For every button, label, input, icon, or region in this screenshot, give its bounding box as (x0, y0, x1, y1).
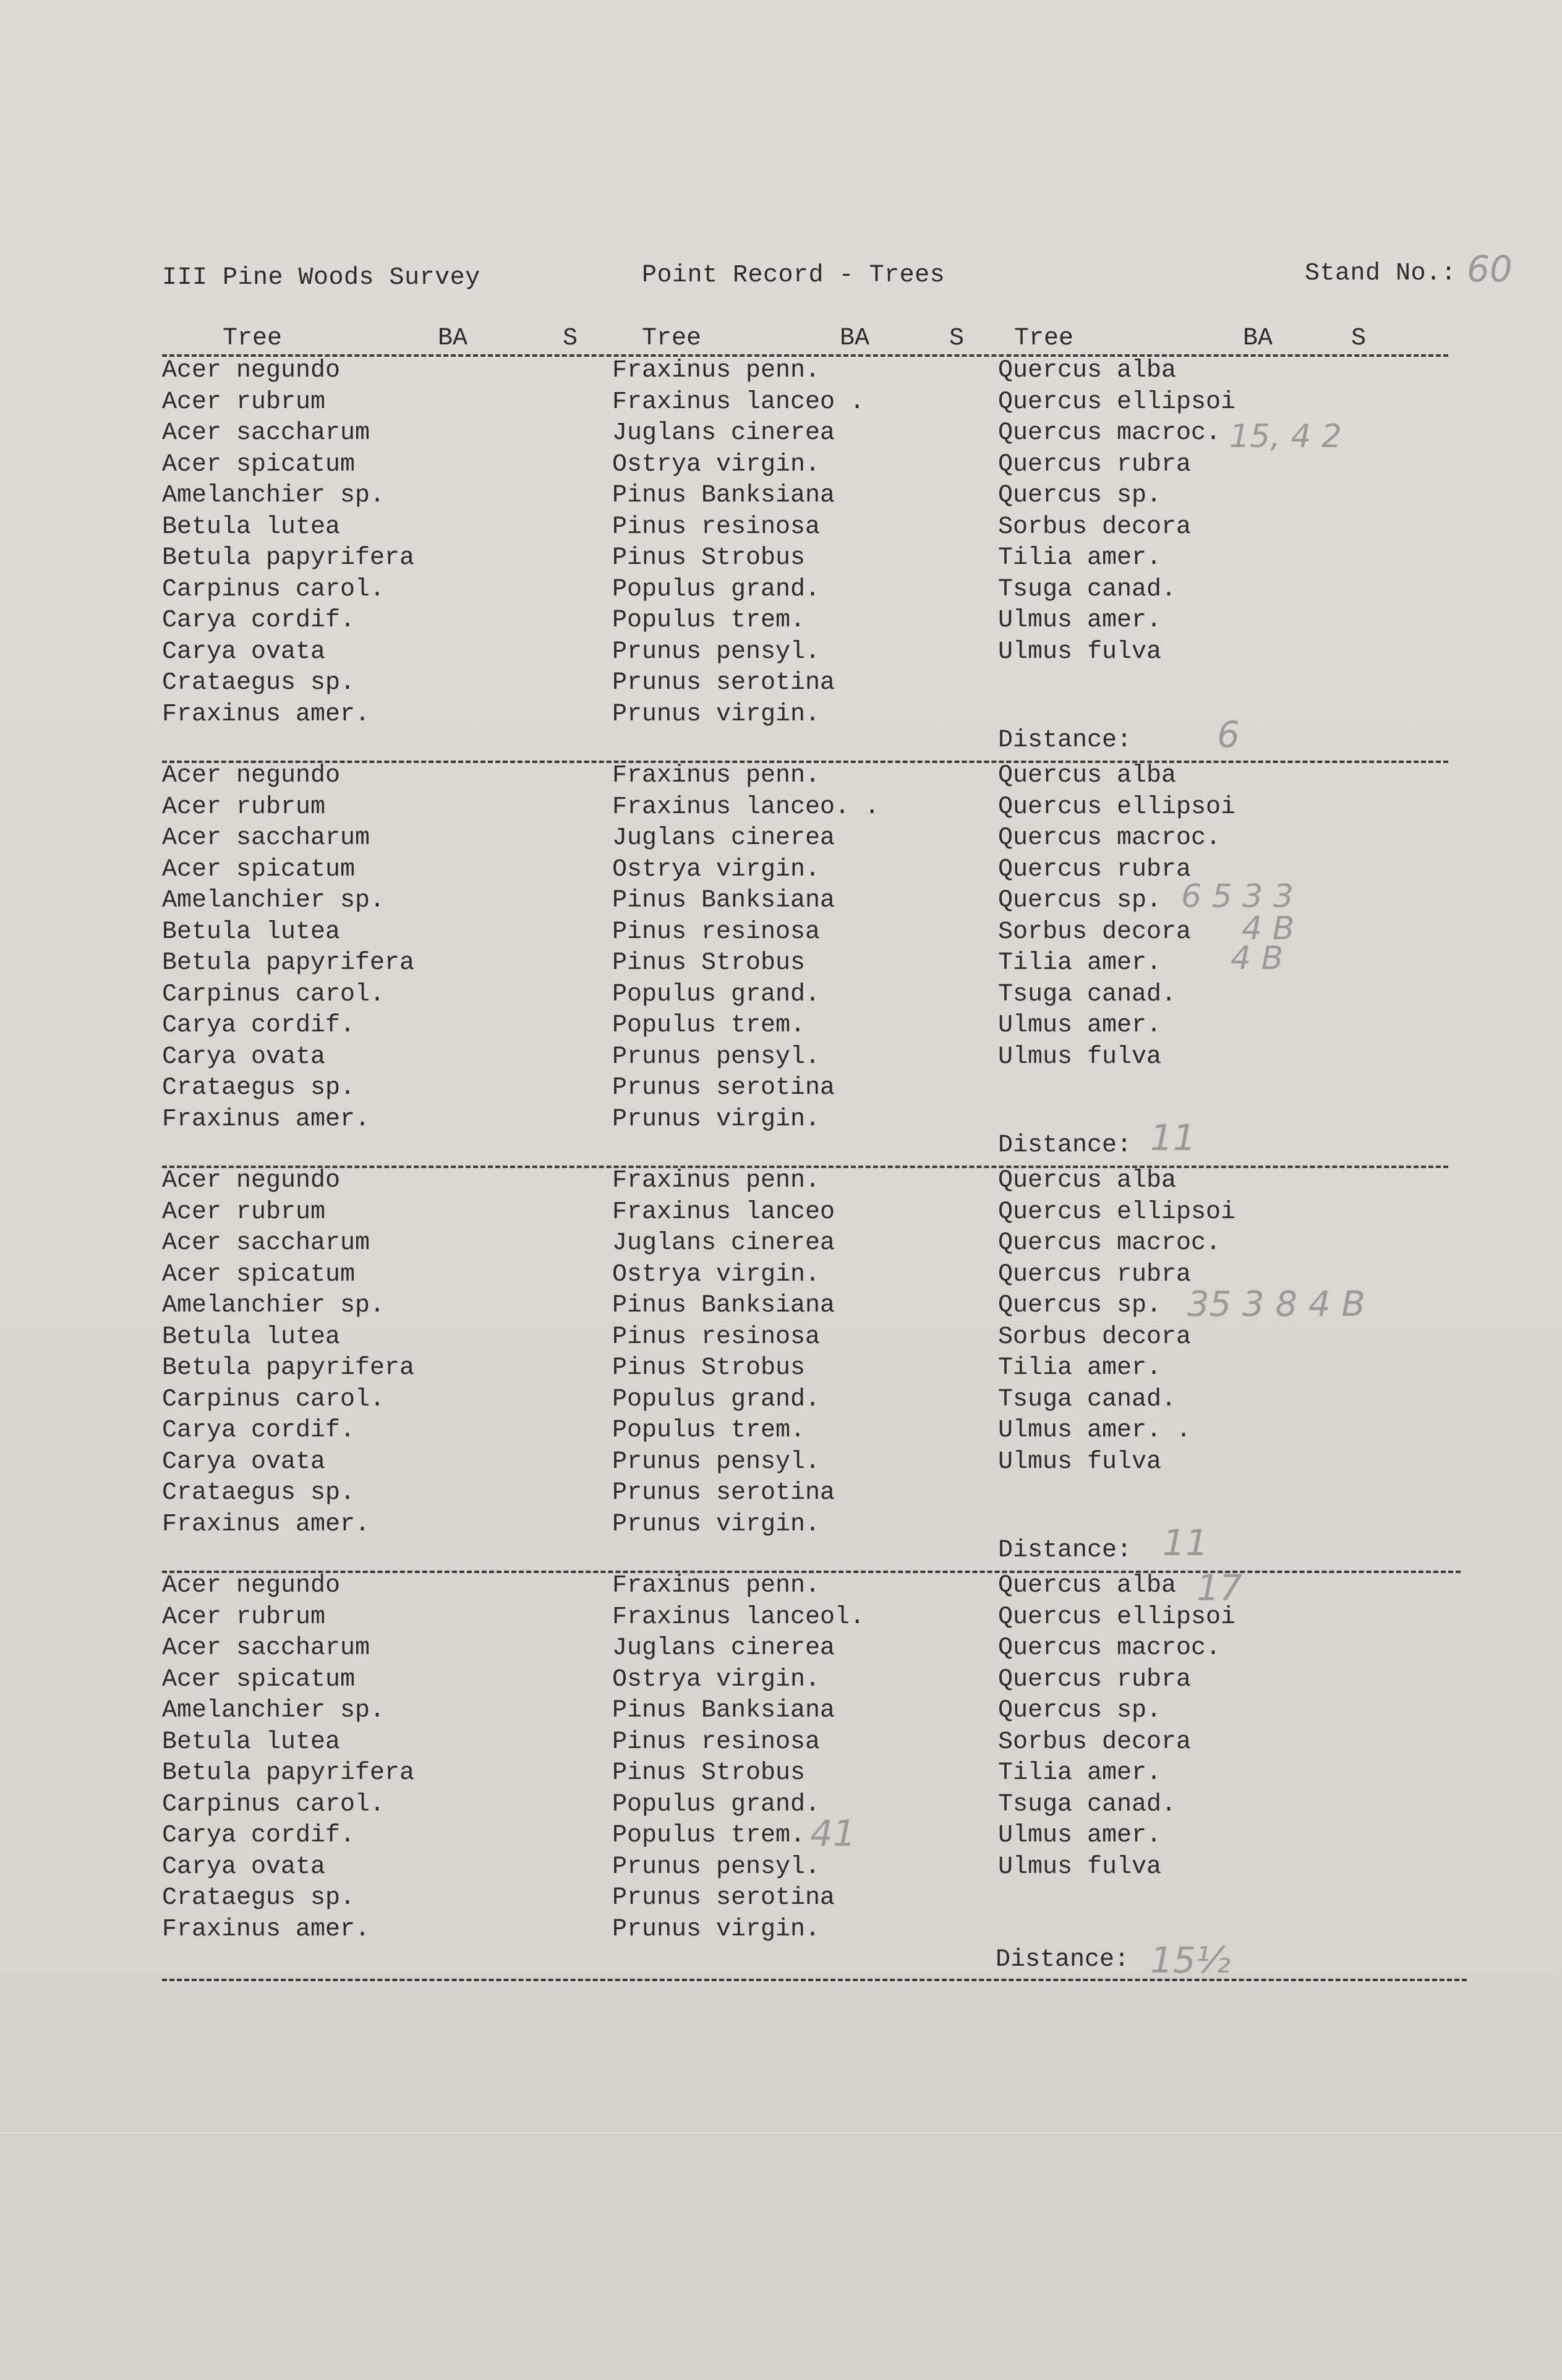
record-title: Point Record - Trees (642, 262, 945, 289)
tree-species-entry: Fraxinus lanceo (612, 1198, 835, 1226)
tree-species-entry: Prunus serotina (612, 1074, 835, 1102)
tree-species-entry: Prunus pensyl. (612, 638, 821, 666)
tree-species-entry: Betula papyrifera (162, 949, 415, 977)
tree-species-entry: Fraxinus penn. (612, 762, 821, 790)
tree-species-entry: Prunus serotina (612, 1479, 835, 1507)
tree-species-entry: Ostrya virgin. (612, 855, 821, 884)
tree-species-entry: Fraxinus penn. (612, 1572, 821, 1600)
tree-species-entry: Prunus virgin. (612, 1105, 821, 1133)
block-1-note: 15, 4 2 (1229, 418, 1342, 455)
tree-species-entry: Acer negundo (162, 357, 341, 385)
tree-species-entry: Quercus alba (998, 357, 1177, 385)
tree-species-entry: Prunus pensyl. (612, 1448, 821, 1476)
tree-species-entry: Crataegus sp. (162, 1074, 356, 1102)
tree-species-entry: Acer saccharum (162, 419, 370, 447)
tree-species-entry: Fraxinus lanceo . (612, 388, 865, 416)
block-2-note-1: 6 5 3 3 (1181, 878, 1294, 915)
block-4-note-2: 41 (810, 1812, 856, 1854)
block-4-col-2 (612, 1571, 864, 1945)
tree-species-entry: Pinus resinosa (612, 1323, 821, 1351)
tree-species-entry: Quercus rubra (998, 1665, 1192, 1694)
tree-species-entry: Quercus alba (998, 762, 1177, 790)
tree-species-entry: Quercus ellipsoi (998, 388, 1236, 416)
tree-species-entry: Amelanchier sp. (162, 887, 385, 915)
block-3-note: 35 3 8 4 B (1187, 1284, 1365, 1324)
tree-species-entry: Populus trem. (612, 1822, 806, 1849)
tree-species-entry: Ulmus amer. (998, 1012, 1162, 1039)
tree-species-entry: Acer negundo (162, 1167, 341, 1195)
tree-species-entry: Fraxinus amer. (162, 700, 370, 728)
tree-species-entry: Crataegus sp. (162, 669, 356, 697)
tree-species-entry: Tilia amer. (998, 544, 1162, 572)
header-s-1: S (563, 325, 578, 352)
block-2-col-2 (612, 761, 879, 1135)
tree-species-entry: Acer saccharum (162, 1229, 370, 1257)
header-ba-3: BA (1243, 325, 1273, 352)
tree-species-entry: Prunus virgin. (612, 1510, 821, 1538)
header-tree-3: Tree (1014, 325, 1074, 352)
tree-species-entry: Fraxinus amer. (162, 1105, 370, 1133)
tree-species-entry: Sorbus decora (998, 1728, 1192, 1756)
tree-species-entry: Quercus alba (998, 1572, 1177, 1600)
tree-species-entry: Ostrya virgin. (612, 1260, 821, 1289)
stand-number: 60 (1467, 248, 1513, 290)
tree-species-entry: Pinus Banksiana (612, 887, 835, 915)
tree-species-entry: Juglans cinerea (612, 1229, 835, 1257)
survey-title: III Pine Woods Survey (162, 264, 480, 292)
tree-species-entry: Fraxinus amer. (162, 1915, 370, 1943)
tree-species-entry: Pinus Banksiana (612, 1292, 835, 1320)
block-4-rule (162, 1979, 1467, 1981)
tree-species-entry: Acer spicatum (162, 450, 356, 479)
tree-species-entry: Fraxinus lanceo. . (612, 793, 880, 821)
tree-species-entry: Tsuga canad. (998, 1790, 1177, 1819)
header-s-3: S (1351, 325, 1367, 352)
tree-species-entry: Quercus rubra (998, 1260, 1192, 1289)
block-3-col-2 (612, 1166, 835, 1540)
block-2-distance-value: 11 (1150, 1117, 1196, 1159)
tree-species-entry: Pinus Banksiana (612, 1697, 835, 1725)
tree-species-entry: Populus grand. (612, 980, 821, 1009)
tree-species-entry: Pinus Banksiana (612, 482, 835, 510)
tree-species-entry: Acer spicatum (162, 855, 356, 884)
tree-species-entry: Acer negundo (162, 762, 341, 790)
tree-species-entry: Amelanchier sp. (162, 482, 385, 510)
tree-species-entry: Populus grand. (612, 1790, 821, 1819)
block-2-col-1 (162, 761, 414, 1135)
tree-species-entry: Betula lutea (162, 1323, 341, 1351)
tree-species-entry: Quercus ellipsoi (998, 1198, 1236, 1226)
block-1-distance-value: 6 (1217, 714, 1240, 756)
block-2-col-3 (998, 761, 1236, 1073)
tree-species-entry: Acer rubrum (162, 1603, 326, 1631)
tree-species-entry: Quercus sp. (998, 887, 1162, 915)
tree-species-entry: Juglans cinerea (612, 419, 835, 447)
tree-species-entry: Betula lutea (162, 1728, 341, 1756)
tree-species-entry: Carya cordif. (162, 1417, 356, 1444)
tree-species-entry: Tilia amer. (998, 1354, 1162, 1382)
tree-species-entry: Populus trem. (612, 1417, 806, 1444)
block-1-distance-label: Distance: (998, 727, 1132, 754)
tree-species-entry: Carya cordif. (162, 607, 356, 634)
block-4-col-1 (162, 1571, 414, 1945)
tree-species-entry: Quercus ellipsoi (998, 793, 1236, 821)
tree-species-entry: Quercus rubra (998, 450, 1192, 479)
tree-species-entry: Ulmus fulva (998, 638, 1162, 666)
tree-species-entry: Sorbus decora (998, 918, 1192, 946)
tree-species-entry: Ostrya virgin. (612, 450, 821, 479)
tree-species-entry: Carpinus carol. (162, 980, 385, 1009)
tree-species-entry: Quercus macroc. (998, 1634, 1221, 1662)
tree-species-entry: Carya ovata (162, 1448, 326, 1476)
paper-fold (0, 2130, 1562, 2135)
tree-species-entry: Tsuga canad. (998, 980, 1177, 1009)
tree-species-entry: Carpinus carol. (162, 1385, 385, 1414)
tree-species-entry: Quercus alba (998, 1167, 1177, 1195)
tree-species-entry: Quercus sp. (998, 1292, 1162, 1320)
tree-species-entry: Prunus virgin. (612, 1915, 821, 1943)
block-4-note-1: 17 (1197, 1567, 1242, 1609)
tree-species-entry: Quercus ellipsoi (998, 1603, 1236, 1631)
tree-species-entry: Tilia amer. (998, 949, 1162, 977)
block-3-col-1 (162, 1166, 414, 1540)
header-ba-1: BA (438, 325, 468, 352)
tree-species-entry: Fraxinus penn. (612, 1167, 821, 1195)
tree-species-entry: Quercus macroc. (998, 419, 1221, 447)
tree-species-entry: Betula papyrifera (162, 544, 415, 572)
tree-species-entry: Acer saccharum (162, 1634, 370, 1662)
tree-species-entry: Quercus sp. (998, 482, 1162, 510)
tree-species-entry: Quercus macroc. (998, 824, 1221, 852)
tree-species-entry: Carya cordif. (162, 1012, 356, 1039)
tree-species-entry: Fraxinus penn. (612, 357, 821, 385)
tree-species-entry: Amelanchier sp. (162, 1292, 385, 1320)
block-4-col-3 (998, 1571, 1236, 1883)
tree-species-entry: Prunus serotina (612, 669, 835, 697)
block-4-distance-label: Distance: (996, 1946, 1130, 1974)
block-2-note-2: 4 B (1242, 910, 1295, 947)
tree-species-entry: Betula papyrifera (162, 1354, 415, 1382)
tree-species-entry: Crataegus sp. (162, 1884, 356, 1912)
tree-species-entry: Prunus pensyl. (612, 1043, 821, 1071)
header-tree-2: Tree (642, 325, 702, 352)
tree-species-entry: Carya ovata (162, 1853, 326, 1881)
tree-species-entry: Pinus resinosa (612, 1728, 821, 1756)
tree-species-entry: Pinus Strobus (612, 544, 806, 572)
tree-species-entry: Amelanchier sp. (162, 1697, 385, 1725)
tree-species-entry: Crataegus sp. (162, 1479, 356, 1507)
block-1-col-1 (162, 356, 414, 730)
tree-species-entry: Acer negundo (162, 1572, 341, 1600)
tree-species-entry: Carpinus carol. (162, 1790, 385, 1819)
tree-species-entry: Ulmus fulva (998, 1043, 1162, 1071)
tree-species-entry: Fraxinus lanceol. (612, 1603, 865, 1631)
tree-species-entry: Pinus Strobus (612, 1354, 806, 1382)
tree-species-entry: Carpinus carol. (162, 575, 385, 604)
block-1-col-2 (612, 356, 864, 730)
tree-species-entry: Carya ovata (162, 638, 326, 666)
tree-species-entry: Acer spicatum (162, 1260, 356, 1289)
tree-species-entry: Pinus resinosa (612, 513, 821, 541)
header-tree-1: Tree (223, 325, 283, 352)
tree-species-entry: Carya ovata (162, 1043, 326, 1071)
tree-species-entry: Populus grand. (612, 575, 821, 604)
block-4-distance-value: 15½ (1150, 1939, 1231, 1981)
tree-species-entry: Juglans cinerea (612, 824, 835, 852)
tree-species-entry: Acer rubrum (162, 388, 326, 416)
tree-species-entry: Quercus macroc. (998, 1229, 1221, 1257)
tree-species-entry: Ulmus amer. (998, 1822, 1162, 1849)
tree-species-entry: Ulmus fulva (998, 1448, 1162, 1476)
tree-species-entry: Populus trem. (612, 1012, 806, 1039)
tree-species-entry: Quercus sp. (998, 1697, 1162, 1725)
tree-species-entry: Acer saccharum (162, 824, 370, 852)
header-ba-2: BA (840, 325, 870, 352)
tree-species-entry: Tilia amer. (998, 1759, 1162, 1787)
block-3-distance-label: Distance: (998, 1537, 1132, 1564)
block-2-note-3: 4 B (1231, 940, 1284, 977)
tree-species-entry: Populus grand. (612, 1385, 821, 1414)
block-2-distance-label: Distance: (998, 1132, 1132, 1159)
header-s-2: S (949, 325, 965, 352)
tree-species-entry: Sorbus decora (998, 513, 1192, 541)
tree-species-entry: Tsuga canad. (998, 1385, 1177, 1414)
tree-species-entry: Ulmus amer. (998, 607, 1162, 634)
tree-species-entry: Quercus rubra (998, 855, 1192, 884)
stand-label: Stand No.: (1305, 260, 1457, 288)
tree-species-entry: Juglans cinerea (612, 1634, 835, 1662)
tree-species-entry: Ulmus fulva (998, 1853, 1162, 1881)
tree-species-entry: Pinus Strobus (612, 949, 806, 977)
tree-species-entry: Prunus serotina (612, 1884, 835, 1912)
tree-species-entry: Tsuga canad. (998, 575, 1177, 604)
tree-species-entry: Ulmus amer. . (998, 1417, 1192, 1444)
tree-species-entry: Sorbus decora (998, 1323, 1192, 1351)
tree-species-entry: Prunus pensyl. (612, 1853, 821, 1881)
tree-species-entry: Pinus Strobus (612, 1759, 806, 1787)
tree-species-entry: Fraxinus amer. (162, 1510, 370, 1538)
tree-species-entry: Acer rubrum (162, 1198, 326, 1226)
tree-species-entry: Acer rubrum (162, 793, 326, 821)
tree-species-entry: Pinus resinosa (612, 918, 821, 946)
tree-species-entry: Acer spicatum (162, 1665, 356, 1694)
tree-species-entry: Betula papyrifera (162, 1759, 415, 1787)
tree-species-entry: Betula lutea (162, 513, 341, 541)
tree-species-entry: Carya cordif. (162, 1822, 356, 1849)
block-1-col-3 (998, 356, 1236, 668)
block-3-distance-value: 11 (1163, 1522, 1208, 1564)
tree-species-entry: Populus trem. (612, 607, 806, 634)
tree-species-entry: Ostrya virgin. (612, 1665, 821, 1694)
tree-species-entry: Betula lutea (162, 918, 341, 946)
tree-species-entry: Prunus virgin. (612, 700, 821, 728)
